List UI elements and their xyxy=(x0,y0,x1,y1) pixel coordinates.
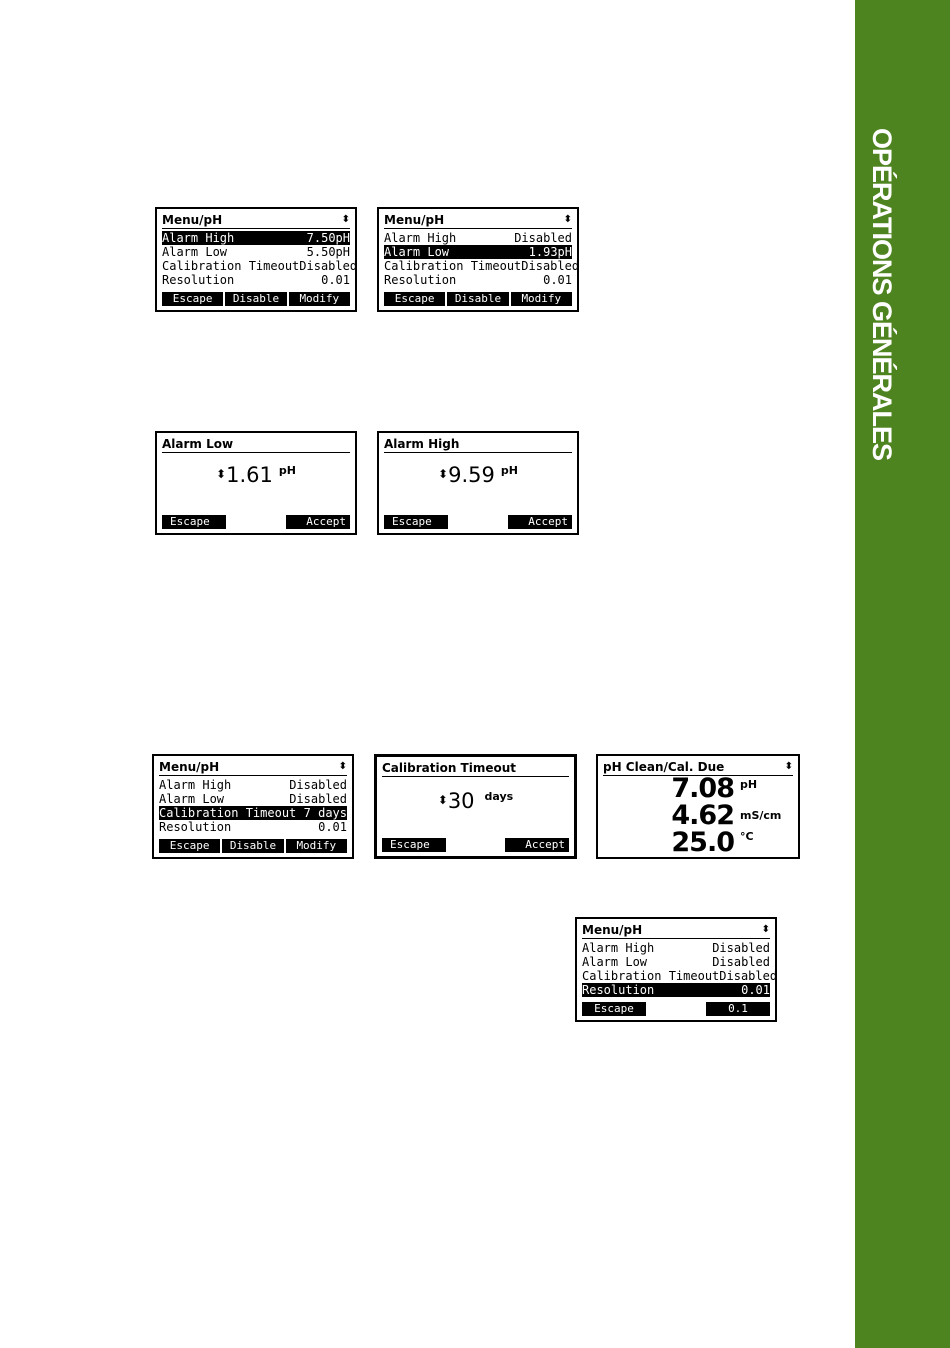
menu-row-resolution[interactable]: Resolution 0.01 xyxy=(162,273,350,287)
reading-ph xyxy=(598,773,798,804)
up-down-arrows-icon: ⬍ xyxy=(761,924,770,935)
lcd-menu-cal-timeout xyxy=(152,754,354,859)
lcd-measure xyxy=(596,754,800,859)
value-display xyxy=(157,463,355,487)
reading-unit: pH xyxy=(740,778,758,791)
escape-softkey[interactable]: Escape xyxy=(162,292,223,306)
value-readout: 9.59 xyxy=(448,463,495,487)
menu-row-calibration-timeout[interactable]: Calibration Timeout Disabled xyxy=(162,259,358,273)
menu-row-resolution[interactable]: Resolution 0.01 xyxy=(384,273,572,287)
escape-softkey[interactable]: Escape xyxy=(162,515,226,529)
up-down-arrows-icon: ⬍ xyxy=(563,214,572,225)
menu-row-calibration-timeout[interactable]: Calibration Timeout Disabled xyxy=(384,259,580,273)
menu-row-resolution[interactable]: Resolution 0.01 xyxy=(582,983,770,997)
up-down-arrows-icon: ⬍ xyxy=(437,793,448,807)
menu-row-alarm-high[interactable]: Alarm High Disabled xyxy=(582,941,770,955)
up-down-arrows-icon: ⬍ xyxy=(784,761,793,772)
value-display xyxy=(377,789,574,813)
section-title: OPÉRATIONS GÉNÉRALES xyxy=(867,128,897,461)
lcd-title: Menu/pH ⬍ xyxy=(582,923,770,937)
lcd-title: Menu/pH ⬍ xyxy=(159,760,347,774)
escape-softkey[interactable]: Escape xyxy=(382,838,446,852)
menu-row-alarm-high[interactable]: Alarm High Disabled xyxy=(159,778,347,792)
escape-softkey[interactable]: Escape xyxy=(159,839,220,853)
value-unit: days xyxy=(484,790,514,803)
value-unit: pH xyxy=(278,464,296,477)
value-readout: 1.61 xyxy=(226,463,273,487)
up-down-arrows-icon: ⬍ xyxy=(341,214,350,225)
menu-row-resolution[interactable]: Resolution 0.01 xyxy=(159,820,347,834)
reading-conductivity xyxy=(598,800,798,831)
lcd-title: pH Clean/Cal. Due ⬍ xyxy=(603,760,793,774)
accept-softkey[interactable]: Accept xyxy=(508,515,572,529)
menu-row-alarm-high[interactable]: Alarm High 7.50pH xyxy=(162,231,350,245)
lcd-title: Menu/pH ⬍ xyxy=(384,213,572,227)
accept-softkey[interactable]: Accept xyxy=(286,515,350,529)
lcd-edit-alarm-high xyxy=(377,431,579,535)
up-down-arrows-icon: ⬍ xyxy=(438,467,449,481)
up-down-arrows-icon: ⬍ xyxy=(216,467,227,481)
menu-row-calibration-timeout[interactable]: Calibration Timeout Disabled xyxy=(582,969,778,983)
menu-row-calibration-timeout[interactable]: Calibration Timeout 7 days xyxy=(159,806,347,820)
lcd-menu-alarm-low xyxy=(377,207,579,312)
menu-row-alarm-high[interactable]: Alarm High Disabled xyxy=(384,231,572,245)
reading-value: 25.0 xyxy=(671,827,734,858)
modify-softkey[interactable]: Modify xyxy=(511,292,572,306)
disable-softkey[interactable]: Disable xyxy=(447,292,508,306)
lcd-title: Menu/pH ⬍ xyxy=(162,213,350,227)
reading-value: 4.62 xyxy=(671,800,734,831)
reading-value: 7.08 xyxy=(671,773,734,804)
lcd-menu-resolution xyxy=(575,917,777,1022)
menu-row-alarm-low[interactable]: Alarm Low 5.50pH xyxy=(162,245,350,259)
lcd-title: Calibration Timeout xyxy=(382,760,569,777)
disable-softkey[interactable]: Disable xyxy=(225,292,286,306)
accept-softkey[interactable]: Accept xyxy=(505,838,569,852)
menu-row-alarm-low[interactable]: Alarm Low 1.93pH xyxy=(384,245,572,259)
up-down-arrows-icon: ⬍ xyxy=(338,761,347,772)
reading-unit: mS/cm xyxy=(740,809,782,822)
lcd-title: Alarm High xyxy=(384,436,572,453)
reading-temperature xyxy=(598,827,798,858)
lcd-edit-alarm-low xyxy=(155,431,357,535)
lcd-title: Alarm Low xyxy=(162,436,350,453)
lcd-edit-cal-timeout xyxy=(374,754,577,859)
value-unit: pH xyxy=(500,464,518,477)
modify-softkey[interactable]: Modify xyxy=(286,839,347,853)
value-readout: 30 xyxy=(447,789,475,813)
value-display xyxy=(379,463,577,487)
modify-softkey[interactable]: Modify xyxy=(289,292,350,306)
escape-softkey[interactable]: Escape xyxy=(384,292,445,306)
menu-row-alarm-low[interactable]: Alarm Low Disabled xyxy=(582,955,770,969)
lcd-menu-alarm-high xyxy=(155,207,357,312)
reading-unit: °C xyxy=(740,830,754,843)
resolution-option-softkey[interactable]: 0.1 xyxy=(706,1002,770,1016)
menu-row-alarm-low[interactable]: Alarm Low Disabled xyxy=(159,792,347,806)
escape-softkey[interactable]: Escape xyxy=(582,1002,646,1016)
disable-softkey[interactable]: Disable xyxy=(222,839,283,853)
escape-softkey[interactable]: Escape xyxy=(384,515,448,529)
